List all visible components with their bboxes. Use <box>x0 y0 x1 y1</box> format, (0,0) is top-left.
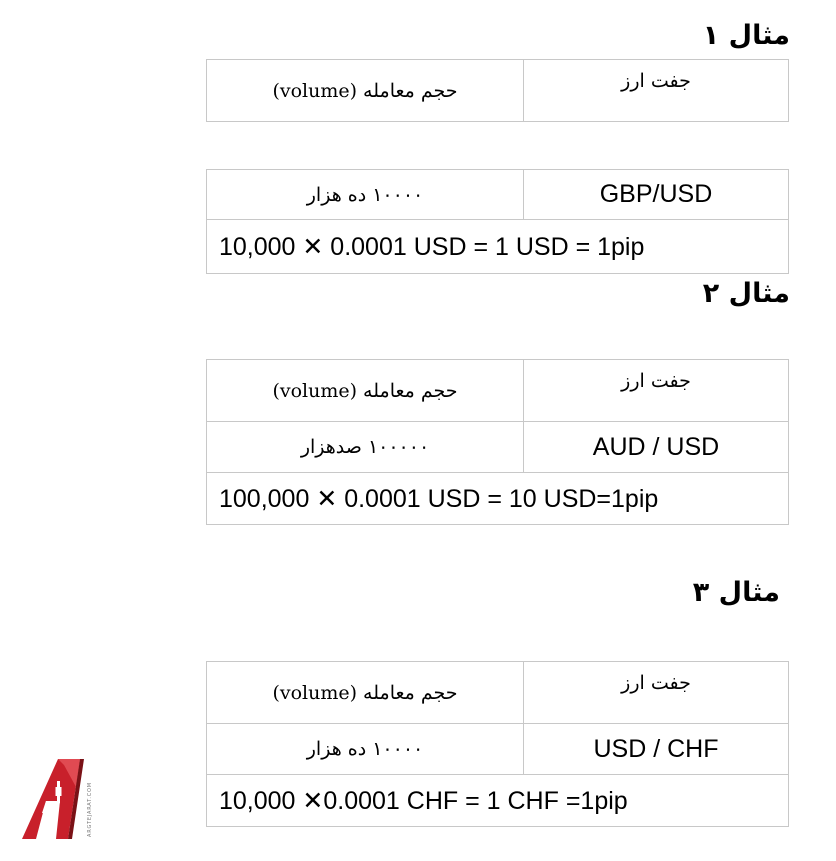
pip-formula: 10,000 ✕ 0.0001 USD = 1 USD = 1pip <box>207 220 789 274</box>
pair-header: جفت ارز <box>524 662 789 724</box>
pair-header: جفت ارز <box>524 60 789 122</box>
currency-pair: AUD / USD <box>524 422 789 473</box>
volume-header: حجم معامله (volume) <box>207 60 524 122</box>
logo-a-icon <box>20 757 98 841</box>
example-1-heading: مثال ۱ <box>702 20 790 51</box>
volume-value: ۱۰۰۰۰ ده هزار <box>207 724 524 775</box>
pair-header: جفت ارز <box>524 360 789 422</box>
example-3-heading: مثال ۳ <box>692 577 780 608</box>
example-2-table <box>206 359 789 525</box>
volume-value: ۱۰۰۰۰۰ صدهزار <box>207 422 524 473</box>
pip-formula: 10,000 ✕0.0001 CHF = 1 CHF =1pip <box>207 775 789 827</box>
example-3-table <box>206 661 789 827</box>
example-1-table <box>206 169 789 274</box>
volume-header: حجم معامله (volume) <box>207 662 524 724</box>
example-1-header-table <box>206 59 789 122</box>
currency-pair: GBP/USD <box>524 170 789 220</box>
currency-pair: USD / CHF <box>524 724 789 775</box>
brand-logo <box>20 757 98 841</box>
logo-vertical-text: ARGTEJARAT.COM <box>87 782 93 837</box>
example-2-heading: مثال ۲ <box>702 278 790 309</box>
pip-formula: 100,000 ✕ 0.0001 USD = 10 USD=1pip <box>207 473 789 525</box>
volume-header: حجم معامله (volume) <box>207 360 524 422</box>
volume-value: ۱۰۰۰۰ ده هزار <box>207 170 524 220</box>
